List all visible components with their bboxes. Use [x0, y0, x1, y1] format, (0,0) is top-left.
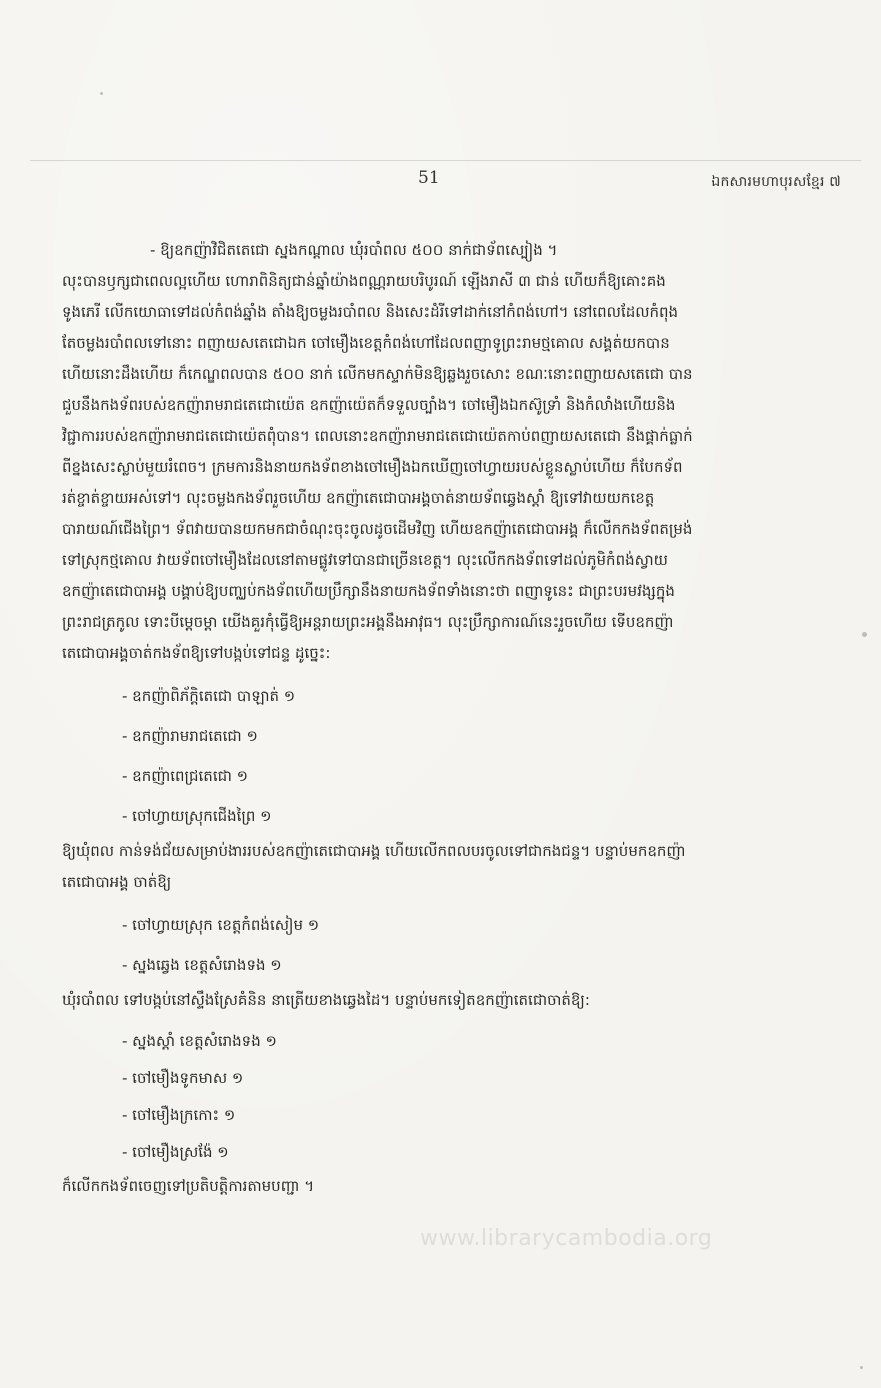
paragraph [62, 266, 826, 669]
list-item: - ចៅហ្វាយស្រុកជើងព្រៃ ១ [122, 807, 272, 825]
paragraph-line: តេជោបាអង្គ ចាត់ឱ្យ [62, 873, 172, 891]
running-header: ឯកសារមហាបុរសខ្មែរ ៧ [711, 174, 841, 190]
list-item: - ចៅមឿងស្រង៉ែ ១ [122, 1143, 229, 1161]
paragraph-line: ឃុំរបាំពល ទៅបង្កប់នៅស្ទឹងស្រែគំនិន នាត្រើយខាងឆ្វេងដៃ។ បន្ទាប់មកទៀតឧកញ៉ាតេជោចាត់ឱ្យ: [62, 991, 590, 1009]
list-item: - ស្នងឆ្វេង ខេត្តសំរោងទង ១ [122, 956, 282, 974]
list-officials-3 [62, 1023, 826, 1171]
paragraph-line: វិជ្ជាការរបស់ឧកញ៉ារាមរាជតេជោយ៉េតពុំបាន។ ពេលនោះឧកញ៉ារាមរាជតេជោយ៉េតកាប់ពញាយសតេជោ នឹងផ្គាក់ធ្លាក់ [62, 427, 693, 445]
page-number: 51 [418, 168, 440, 188]
list-item: - ចៅមឿងទូកមាស ១ [122, 1069, 244, 1087]
paragraph-line: ឧកញ៉ាតេជោបាអង្គ បង្គាប់ឱ្យបញ្ឈប់កងទ័ពហើយប្រឹក្សានឹងនាយកងទ័ពទាំងនោះថា ពញាទូនេះ ជាព្រះបរមវង្សក្នុង [62, 582, 675, 600]
paragraph-line: ក៏លើកកងទ័ពចេញទៅប្រតិបត្តិការតាមបញ្ជា ។ [62, 1177, 315, 1195]
paragraph-line: រត់ខ្ចាត់ខ្ចាយអស់ទៅ។ លុះចម្លងកងទ័ពរួចហើយ ឧកញ៉ាតេជោបាអង្គចាត់នាយទ័ពឆ្វេងស្តាំ ឱ្យទៅវាយយកខេត្ត [62, 489, 655, 507]
watermark: www.librarycambodia.org [420, 1226, 713, 1251]
paragraph-line: ឱ្យឃុំពល កាន់ទង់ជ័យសម្រាប់ងាររបស់ឧកញ៉ាតេជោបាអង្គ ហើយលើកពលបរចូលទៅជាកងជន្ទ។ បន្ទាប់មកឧកញ៉ា [62, 842, 686, 860]
scan-speck [100, 92, 103, 95]
list-item: - ចៅមឿងក្រកោះ ១ [122, 1106, 236, 1124]
list-item: - ចៅហ្វាយស្រុក ខេត្តកំពង់សៀម ១ [122, 916, 320, 934]
paragraph-line: ព្រះរាជត្រកូល ទោះបីម្តេចម្តា យើងគួរកុំធ្វើឱ្យអន្តរាយព្រះអង្គនឹងអាវុធ។ លុះប្រឹក្សាការណ៍នេះរួចហើយ ទើបឧកញ៉ា [62, 613, 674, 631]
paragraph-line: បារាយណ៍ជើងព្រៃ។ ទ័ពវាយបានយកមកជាចំណុះចុះចូលដូចដើមវិញ ហើយឧកញ៉ាតេជោបាអង្គ ក៏លើកកងទ័ពតម្រង់ [62, 520, 693, 538]
paragraph [62, 836, 826, 898]
paragraph-line: តេជោបាអង្គចាត់កងទ័ពឱ្យទៅបង្កប់ទៅជន្ទ ដូច្នេះ: [62, 644, 331, 662]
paragraph-line: ទៅស្រុកថ្មគោល វាយទ័ពចៅមឿងដែលនៅតាមផ្លូវទៅបានជាច្រើនខេត្ត។ លុះលើកកងទ័ពទៅដល់ភូមិកំពង់ស្វាយ [62, 551, 668, 569]
list-item: - ឧកញ៉ារាមរាជតេជោ ១ [122, 727, 258, 745]
list-item: - ឧកញ៉ាពិភ័ក្តិតេជោ បាឡាត់ ១ [122, 687, 296, 705]
scan-speck [862, 632, 867, 637]
list-officials-1 [62, 676, 826, 836]
body-text [62, 235, 826, 1202]
scan-edge-line [30, 160, 861, 161]
paragraph-list-item: - ឱ្យឧកញ៉ាវិជិតតេជោ ស្នងកណ្តាល ឃុំរបាំពល ៥០០ នាក់ជាទ័ពស្បៀង ។ [150, 241, 558, 259]
paragraph-line: តែចម្លងរបាំពលទៅនោះ ពញាយសតេជោឯក ចៅមឿងខេត្តកំពង់ហៅដែលពញាទូព្រះរាមថ្មគោល សង្គត់យកបាន [62, 334, 670, 352]
paragraph-line: ពីខ្នងសេះស្លាប់មួយរំពេច។ ក្រមការនិងនាយកងទ័ពខាងចៅមឿងឯកឃើញចៅហ្វាយរបស់ខ្លួនស្លាប់ហើយ ក៏បែកទ័ព [62, 458, 683, 476]
paragraph-line: ហើយនោះដឹងហើយ ក៏កេណ្ឌពលបាន ៥០០ នាក់ លើកមកស្ទាក់មិនឱ្យឆ្លងរួចសោះ ខណៈនោះពញាយសតេជោ បាន [62, 365, 693, 383]
paragraph-line: លុះបានឫក្សជាពេលល្អហើយ ហោរាពិនិត្យជាន់ឆ្នាំយ៉ាងពណ្ណរាយបរិបូរណ៍ ឡើងរាសី ៣ ជាន់ ហើយក៏ឱ្យគោះគង [62, 272, 666, 290]
paragraph-line: ទូងភេរី លើកយោធាទៅដល់កំពង់ឆ្នាំង តាំងឱ្យចម្លងរបាំពល និងសេះដំរីទៅដាក់នៅកំពង់ហៅ។ នៅពេលដែលកំពុង [62, 303, 679, 321]
list-item: - ឧកញ៉ាពេជ្រតេជោ ១ [122, 767, 248, 785]
paragraph-line: ជួបនឹងកងទ័ពរបស់ឧកញ៉ារាមរាជតេជោយ៉េត ឧកញ៉ាយ៉េតក៏ទទួលច្បាំង។ ចៅមឿងឯកស៊ូទ្រាំ និងកំលាំងហើយនិង [62, 396, 676, 414]
list-officials-2 [62, 905, 826, 985]
list-item: - ស្នងស្តាំ ខេត្តសំរោងទង ១ [122, 1032, 277, 1050]
scan-speck [860, 1366, 863, 1369]
